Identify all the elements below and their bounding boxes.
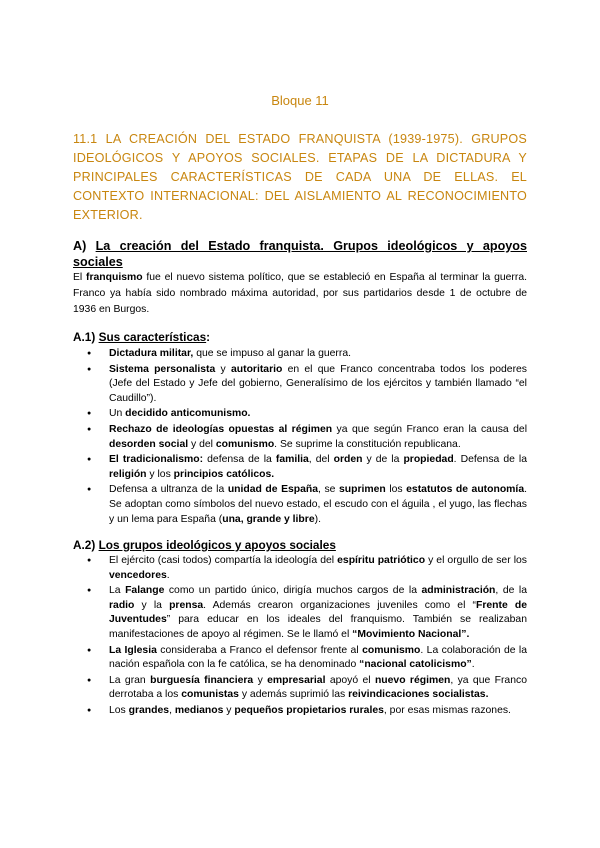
text: . Se suprime la constitución republicana. xyxy=(274,438,461,450)
bold-text: autoritario xyxy=(230,363,283,375)
text: consideraba a Franco el defensor frente al xyxy=(156,644,363,656)
bold-text: espíritu patriótico xyxy=(337,555,426,566)
bold-text: suprimen xyxy=(339,484,386,496)
bold-text: unidad de España xyxy=(227,484,319,496)
text: y xyxy=(215,363,231,375)
text: que se impuso al ganar la guerra. xyxy=(193,348,351,359)
text: , de la xyxy=(495,585,527,597)
text: y de la xyxy=(362,454,404,466)
bold-text: nuevo régimen xyxy=(374,674,451,686)
bold-text: orden xyxy=(333,454,363,466)
list-item xyxy=(73,453,527,482)
text: y xyxy=(223,704,235,716)
text: Un xyxy=(109,408,126,420)
bold-text: burguesía financiera xyxy=(150,674,254,686)
bold-text: desorden social xyxy=(109,438,189,450)
text: Defensa a ultranza de la xyxy=(109,484,228,496)
section-a1-heading xyxy=(73,330,210,344)
list-item xyxy=(73,347,527,362)
text: . La colaboración de la nación española con la fe católica, se ha denominado xyxy=(109,644,528,671)
text: ” para educar en los ideales del franquismo. También se realizaban manifestaciones de apoyo al régimen. Se le llamó el xyxy=(109,614,527,640)
section-a1-suffix: : xyxy=(206,330,211,344)
bold-text: Dictadura militar, xyxy=(109,348,194,359)
text: , del xyxy=(308,454,334,466)
section-a-title: La creación del Estado franquista. Grupos ideológicos y apoyos sociales xyxy=(73,239,527,269)
text: Los xyxy=(109,704,129,716)
section-a2-prefix: A.2) xyxy=(73,538,99,552)
main-heading: 11.1 LA CREACIÓN DEL ESTADO FRANQUISTA (1939-1975). GRUPOS IDEOLÓGICOS Y APOYOS SOCIALES. ETAPAS DE LA DICTADURA Y PRINCIPALES CARACTERÍSTICAS DE CADA UNA DE ELLAS. EL CONTEXTO INTERNACIONAL: DEL AISLAMIENTO AL RECONOCIMIENTO EXTERIOR. xyxy=(73,132,527,222)
text: , se xyxy=(318,484,339,496)
bold-text: reivindicaciones socialistas. xyxy=(348,689,489,701)
text: y la xyxy=(134,599,170,611)
text: , por esas mismas razones. xyxy=(383,704,511,716)
list-item xyxy=(73,644,527,673)
bold-text: comunistas xyxy=(181,689,239,701)
text: y los xyxy=(146,468,174,480)
bold-text: Frente de Juventudes xyxy=(109,599,527,626)
bold-text: La Iglesia xyxy=(109,644,157,656)
intro-text: El xyxy=(73,272,87,283)
bold-text: estatutos de autonomía xyxy=(406,484,525,496)
bold-text: grandes xyxy=(128,704,170,716)
bold-text: medianos xyxy=(174,704,224,716)
section-a1-title: Sus características xyxy=(98,330,207,344)
bold-text: El tradicionalismo: xyxy=(109,454,204,466)
bold-text: administración xyxy=(421,585,496,597)
list-item xyxy=(73,674,527,703)
bold-text: radio xyxy=(109,599,135,611)
text: La gran xyxy=(109,674,151,686)
bold-text: familia xyxy=(275,454,309,466)
bold-text: pequeños propietarios rurales xyxy=(234,704,384,716)
bold-text: decidido anticomunismo. xyxy=(125,408,251,420)
section-a2-title: Los grupos ideológicos y apoyos sociales xyxy=(98,538,336,552)
text: y del xyxy=(188,438,216,450)
section-a1-prefix: A.1) xyxy=(73,330,99,344)
text: . xyxy=(166,569,170,581)
text: , xyxy=(169,704,175,716)
section-a-prefix: A) xyxy=(73,239,96,253)
block-title: Bloque 11 xyxy=(271,93,329,108)
text: . Además crearon organizaciones juveniles como el “ xyxy=(203,599,476,611)
list-item xyxy=(73,554,527,583)
list-item xyxy=(73,407,527,422)
bold-text: comunismo xyxy=(215,438,275,450)
text: defensa de la xyxy=(203,454,276,466)
text: , ya que Franco derrotaba a los xyxy=(109,674,527,701)
bold-text: “Movimiento Nacional”. xyxy=(352,628,470,640)
text: . Defensa de la xyxy=(453,454,527,466)
list-item xyxy=(73,483,527,527)
list-item xyxy=(73,363,527,407)
text: y xyxy=(253,674,268,686)
bold-text: vencedores xyxy=(109,569,167,581)
text: apoyó el xyxy=(325,674,375,686)
bold-text: propiedad xyxy=(403,454,454,466)
text: . Se adoptan como símbolos del nuevo estado, el escudo con el águila , el yugo, las flechas y un lema para España ( xyxy=(109,484,527,525)
text: y el orgullo de ser los xyxy=(425,555,527,566)
text: La xyxy=(109,585,126,597)
intro-text: fue el nuevo sistema político, que se estableció en España al terminar la guerra. Franco ya había sido nombrado máxima autoridad, por sus partidarios desde 1 de octubre de 1936 en Burgos. xyxy=(73,272,527,315)
list-item xyxy=(73,584,527,642)
bold-text: Rechazo de ideologías opuestas al régimen xyxy=(109,423,333,435)
text: los xyxy=(385,484,407,496)
bold-text: comunismo xyxy=(362,644,421,656)
text: . xyxy=(471,659,475,671)
intro-paragraph xyxy=(73,270,527,318)
bold-text: religión xyxy=(109,468,147,480)
bold-text: “nacional catolicismo” xyxy=(359,659,472,671)
bold-text: principios católicos. xyxy=(173,468,275,480)
groups-list xyxy=(73,554,527,720)
bold-text: Falange xyxy=(125,585,165,597)
bold-text: una, grande y libre xyxy=(222,513,315,525)
bold-text: empresarial xyxy=(267,674,326,686)
text: en el que Franco concentraba todos los poderes (Jefe del Estado y Jefe del gobierno, Generalísimo de los ejércitos y también llamado “el Caudillo”). xyxy=(109,363,528,404)
text: El ejército (casi todos) compartía la ideología del xyxy=(109,555,338,566)
text: como un partido único, dirigía muchos cargos de la xyxy=(164,585,422,597)
section-a2-heading xyxy=(73,538,336,552)
list-item xyxy=(73,423,527,452)
characteristics-list xyxy=(73,347,527,528)
list-item xyxy=(73,704,527,719)
text: ). xyxy=(314,513,321,525)
bold-text: Sistema personalista xyxy=(109,363,216,375)
text: y además suprimió las xyxy=(238,689,349,701)
text: ya que según Franco eran la causa del xyxy=(332,423,527,435)
bold-text: prensa xyxy=(169,599,204,611)
section-a-heading xyxy=(73,238,527,270)
intro-bold: franquismo xyxy=(86,272,143,283)
